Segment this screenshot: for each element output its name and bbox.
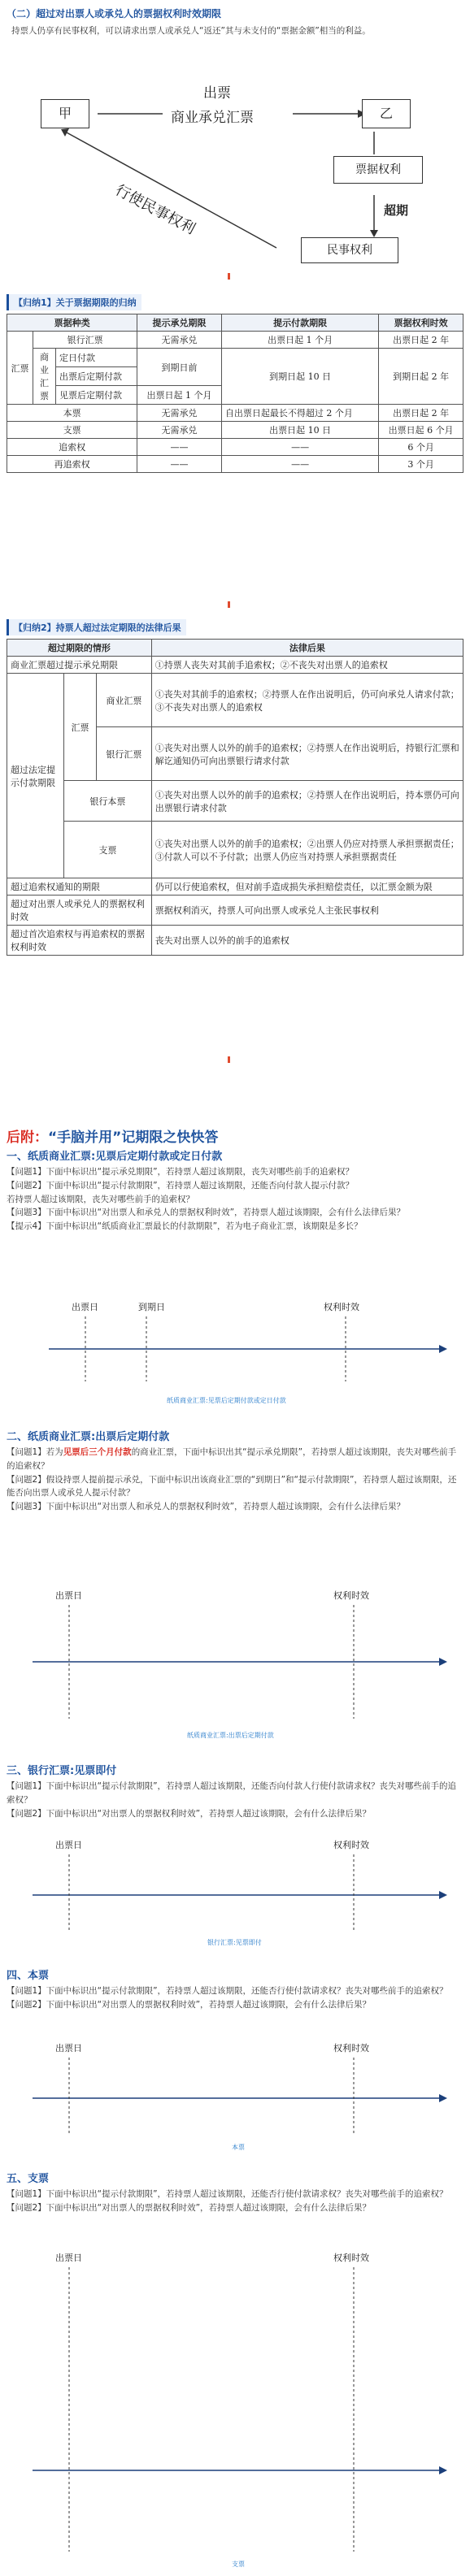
col-case: 超过期限的情形 [7,640,152,657]
cell: 定日付款 [56,349,137,367]
s5-caption: 支票 [232,2561,245,2568]
cell: 再追索权 [7,456,137,473]
cell: 超过对出票人或承兑人的票据权利时效 [7,896,152,926]
cell: 超过追索权通知的期限 [7,878,152,896]
col-time: 票据权利时效 [379,314,463,332]
s3-timeline [0,1854,470,1936]
col-pay: 提示付款期限 [221,314,378,332]
s1-label-daoqi: 到期日 [138,1302,165,1312]
s1-q2: 【问题2】下面中标识出“提示付款期限”，若持票人超过该期限，还能否向付款人提示付款？ [7,1180,355,1190]
cell: 6 个月 [379,439,463,456]
cell: —— [221,439,378,456]
cell: 3 个月 [379,456,463,473]
cell: 无需承兑 [137,422,222,439]
cell: 出票日起 2 年 [379,405,463,422]
s2-q3: 【问题3】下面中标识出“对出票人和承兑人的票据权利时效”，若持票人超过该期限，会有什么法律后果？ [7,1502,406,1512]
cell: —— [137,439,222,456]
cell: 超过首次追索权与再追索权的票据权利时效 [7,926,152,956]
s3-q1: 【问题1】下面中标识出“提示付款期限”，若持票人超过该期限，还能否向付款人行使付款请求权？丧失对哪些前手的追索权？ [7,1781,457,1805]
cell: 汇票 [64,674,97,781]
label-chupiao: 出票 [203,85,231,102]
s3-caption: 银行汇票:见票即付 [207,1939,262,1946]
cell: ①丧失对出票人以外的前手的追索权；②持票人在作出说明后，持银行汇票和解讫通知仍可向出票银行请求付款 [151,727,463,781]
cell: 银行汇票 [97,727,152,781]
cell: 超过法定提示付款期限 [7,674,64,878]
appendix-title [7,1125,218,1146]
s2-q1a: 【问题1】若为 [7,1447,63,1457]
s2-q1 [7,1446,463,1473]
s5-questions [7,2188,463,2215]
red-tick [228,273,230,280]
party-jia: 甲 [41,99,89,128]
cell: 出票日起 1 个月 [221,332,378,349]
cell: 无需承兑 [137,332,222,349]
mnemonic2-title: 【归纳2】持票人超过法定期限的法律后果 [7,619,186,635]
cell: 到期日前 [137,349,222,386]
cell: 仍可以行使追索权，但对前手造成损失承担赔偿责任，以汇票金额为限 [151,878,463,896]
s5-title: 五、支票 [7,2173,50,2185]
s3-label-quanli: 权利时效 [333,1840,369,1850]
cell: —— [221,456,378,473]
red-tick [228,1056,230,1063]
s1-label-chupiao: 出票日 [72,1302,98,1312]
cell: —— [137,456,222,473]
col-accept: 提示承兑期限 [137,314,222,332]
cell: 银行汇票 [33,332,137,349]
s3-title: 三、银行汇票:见票即付 [7,1765,117,1777]
party-yi: 乙 [362,99,411,128]
s5-q2: 【问题2】下面中标识出“对出票人的票据权利时效”，若持票人超过该期限，会有什么法律后果？ [7,2202,372,2213]
s1-q3: 【问题3】下面中标识出“对出票人和承兑人的票据权利时效”，若持票人超过该期限，会有什么法律后果？ [7,1208,406,1218]
cell-huipiao: 汇票 [7,332,33,405]
cell: 自出票日起最长不得超过 2 个月 [221,405,378,422]
box-piaoju: 票据权利 [333,156,423,184]
cell: 支票 [64,822,152,878]
cell: 出票日起 1 个月 [137,386,222,405]
cell: 票据权利消灭，持票人可向出票人或承兑人主张民事权利 [151,896,463,926]
s2-timeline [0,1605,470,1727]
cell: 商业汇票超过提示承兑期限 [7,657,152,674]
cell: ①丧失对出票人以外的前手的追索权；②出票人仍应对持票人承担票据责任；③付款人可以不予付款；出票人仍应当对持票人承担票据责任 [151,822,463,878]
mnemonic1-title: 【归纳1】关于票据期限的归纳 [7,294,141,310]
s3-label-chupiao: 出票日 [55,1840,82,1850]
appendix-prefix: 后附： [7,1130,48,1146]
label-huipiao: 商业承兑汇票 [171,110,254,126]
cell: 出票日起 2 年 [379,332,463,349]
s3-q2: 【问题2】下面中标识出“对出票人的票据权利时效”，若持票人超过该期限，会有什么法律后果？ [7,1808,372,1819]
s1-caption: 纸质商业汇票:见票后定期付款或定日付款 [167,1397,286,1404]
s4-q2: 【问题2】下面中标识出“对出票人的票据权利时效”，若持票人超过该期限，会有什么法律后果？ [7,1999,372,2010]
s1-label-quanli: 权利时效 [324,1302,359,1312]
s5-timeline [0,2267,470,2560]
s2-questions [7,1446,463,1514]
s4-questions [7,1984,463,2012]
cell: ①丧失对其前手的追索权；②持票人在作出说明后，仍可向承兑人请求付款；③不丧失对出票人的追索权 [151,674,463,727]
cell: 支票 [7,422,137,439]
s2-label-chupiao: 出票日 [55,1590,82,1601]
section-title: （二）超过对出票人或承兑人的票据权利时效期限 [7,8,222,20]
cell: 本票 [7,405,137,422]
s4-label-quanli: 权利时效 [333,2043,369,2053]
red-tick [228,601,230,608]
section-intro: 持票人仍享有民事权利，可以请求出票人或承兑人“返还”其与未支付的“票据金额”相当的利益。 [11,26,371,36]
s1-q4: 【提示4】下面中标识出“纸质商业汇票最长的付款期限”，若为电子商业汇票，该期限是多长？ [7,1221,363,1232]
s5-label-quanli: 权利时效 [333,2253,369,2263]
s2-q1b: 的商业汇票，下面中标识出其“提示承兑期限”，若持票人超过该期限，丧失对哪些前手的追索权？ [7,1447,457,1471]
cell: 商业汇票 [97,674,152,727]
mnemonic1-table [7,314,463,473]
s2-title: 二、纸质商业汇票:出票后定期付款 [7,1431,170,1443]
s5-label-chupiao: 出票日 [55,2253,82,2263]
cell: ①持票人丧失对其前手追索权；②不丧失对出票人的追索权 [151,657,463,674]
cell: 丧失对出票人以外的前手的追索权 [151,926,463,956]
cell: 到期日起 2 年 [379,349,463,405]
col-kind: 票据种类 [7,314,137,332]
s4-label-chupiao: 出票日 [55,2043,82,2053]
s1-timeline [0,1316,470,1390]
s2-caption: 纸质商业汇票:出票后定期付款 [187,1732,274,1739]
label-xingshi: 行使民事权利 [112,181,198,238]
s2-q1-highlight: 见票后三个月付款 [63,1447,132,1457]
cell: 无需承兑 [137,405,222,422]
bill-diagram [33,65,439,268]
cell: ①丧失对出票人以外的前手的追索权；②持票人在作出说明后，持本票仍可向出票银行请求付款 [151,781,463,822]
s2-label-quanli: 权利时效 [333,1590,369,1601]
s4-caption: 本票 [232,2144,245,2151]
mnemonic2-table [7,639,463,956]
appendix-main: “手脑并用”记期限之快快答 [48,1130,219,1146]
cell: 出票后定期付款 [56,367,137,386]
cell: 追索权 [7,439,137,456]
cell: 商业汇票 [33,349,56,405]
s4-title: 四、本票 [7,1970,50,1982]
s4-q1: 【问题1】下面中标识出“提示付款期限”，若持票人超过该期限，还能否行使付款请求权？丧失对哪些前手的追索权？ [7,1986,448,1996]
s5-q1: 【问题1】下面中标识出“提示付款期限”，若持票人超过该期限，还能否行使付款请求权？丧失对哪些前手的追索权？ [7,2189,448,2199]
cell: 见票后定期付款 [56,386,137,405]
cell: 出票日起 10 日 [221,422,378,439]
label-chaoqi: 超期 [384,203,409,218]
col-result: 法律后果 [151,640,463,657]
s4-timeline [0,2058,470,2139]
box-minshi: 民事权利 [301,237,398,263]
cell: 到期日起 10 日 [221,349,378,405]
s3-questions [7,1780,463,1820]
cell: 银行本票 [64,781,152,822]
s1-title: 一、纸质商业汇票:见票后定期付款或定日付款 [7,1151,223,1163]
s2-q2: 【问题2】假设持票人提前提示承兑，下面中标识出该商业汇票的“到期日”和“提示付款期限”，若持票人超过该期限，还能否向出票人或承兑人提示付款？ [7,1474,457,1498]
s1-q2b: 若持票人超过该期限，丧失对哪些前手的追索权？ [7,1194,194,1204]
s1-q1: 【问题1】下面中标识出“提示承兑期限”，若持票人超过该期限，丧失对哪些前手的追索权？ [7,1167,355,1177]
cell: 出票日起 6 个月 [379,422,463,439]
s1-questions [7,1165,463,1234]
